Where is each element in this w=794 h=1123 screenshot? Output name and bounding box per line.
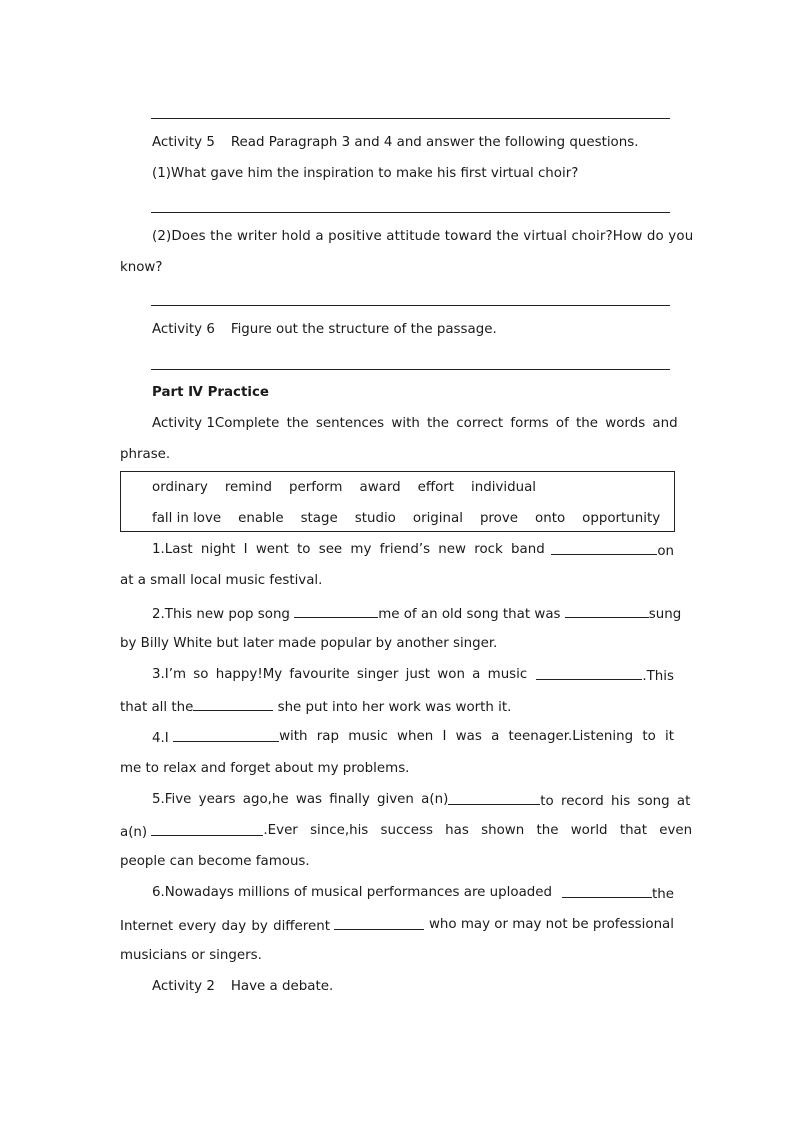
sentence-2-end: sung (648, 607, 682, 622)
word-bank-item: effort (417, 480, 455, 495)
activity1-heading (152, 414, 678, 434)
sentence-5-end: people can become famous. (120, 854, 310, 869)
sentence-2 (152, 603, 681, 623)
sentence-5 (152, 790, 691, 810)
sentence-3-end: .This (642, 669, 674, 684)
activity6-heading (152, 320, 497, 340)
blank-field[interactable] (151, 821, 263, 836)
part4-label: Part (152, 385, 184, 400)
sentence-5-cont-end: .Ever since,his success has shown the world that even (263, 823, 693, 838)
sentence-5-cont-start: a(n) (120, 825, 148, 840)
activity1-title: Activity 1 (152, 416, 215, 431)
sentence-3 (152, 665, 674, 685)
blank-field[interactable] (448, 790, 540, 805)
sentence-6-cont-mid: who may or may not be professional (428, 917, 674, 932)
blank-field[interactable] (334, 915, 424, 930)
sentence-6-cont (120, 915, 674, 935)
word-bank-row2 (152, 509, 660, 529)
blank-field[interactable] (193, 696, 273, 711)
activity2-title: Activity 2 (152, 979, 215, 994)
sentence-1-cont: at a small local music festival. (120, 573, 323, 588)
word-bank-item: perform (289, 480, 343, 495)
word-bank-item: remind (224, 480, 273, 495)
blank-field[interactable] (551, 540, 657, 555)
activity5-question1: (1)What gave him the inspiration to make his first virtual choir? (152, 166, 579, 181)
word-bank-item: individual (471, 480, 537, 495)
sentence-5-mid: to record his song at (540, 794, 691, 809)
sentence-3-cont (120, 696, 511, 716)
word-bank-item: stage (300, 511, 338, 526)
sentence-3-cont-start: that all the (120, 700, 194, 715)
activity2-instruction: Have a debate. (230, 979, 334, 994)
word-bank-item: award (359, 480, 401, 495)
part4-heading (152, 383, 269, 403)
activity5-question2-line2: know? (120, 260, 163, 275)
sentence-4-end: with rap music when I was a teenager.Listening to it (279, 729, 674, 744)
sentence-4-cont: me to relax and forget about my problems. (120, 761, 410, 776)
answer-line (151, 369, 670, 370)
word-bank-item: studio (354, 511, 396, 526)
word-bank-item: ordinary (152, 480, 208, 495)
sentence-6-cont-start: Internet every day by different (120, 919, 330, 934)
sentence-3-cont-end: she put into her work was worth it. (277, 700, 512, 715)
answer-line (151, 305, 670, 306)
activity5-title: Activity 5 (152, 135, 215, 150)
activity5-heading (152, 133, 638, 153)
answer-line (151, 118, 670, 119)
sentence-1-end: on (657, 544, 674, 559)
blank-field[interactable] (173, 727, 279, 742)
word-bank-item: prove (479, 511, 519, 526)
word-bank-item: original (412, 511, 463, 526)
blank-field[interactable] (562, 883, 652, 898)
sentence-1 (152, 540, 674, 560)
sentence-4 (152, 727, 674, 747)
sentence-2-start: 2.This new pop song (152, 607, 290, 622)
blank-field[interactable] (565, 603, 649, 618)
activity2-heading (152, 977, 333, 997)
sentence-6-end: musicians or singers. (120, 948, 262, 963)
word-bank-item: onto (535, 511, 566, 526)
part4-numeral: Ⅳ (188, 385, 203, 400)
activity1-instruction-line2: phrase. (120, 447, 171, 462)
word-bank (120, 471, 675, 532)
sentence-3-text: 3.I’m so happy!My favourite singer just won a music (152, 667, 528, 682)
sentence-6-mid: the (652, 887, 674, 902)
sentence-6-start: 6.Nowadays millions of musical performances are uploaded (152, 885, 553, 900)
activity5-instruction: Read Paragraph 3 and 4 and answer the following questions. (230, 135, 639, 150)
sentence-4-start: 4.I (152, 731, 169, 746)
sentence-5-start: 5.Five years ago,he was finally given a(n) (152, 792, 449, 807)
answer-line (151, 212, 670, 213)
sentence-2-mid: me of an old song that was (378, 607, 561, 622)
sentence-5-cont (120, 821, 693, 841)
activity5-question2-line1: (2)Does the writer hold a positive attitude toward the virtual choir?How do you (152, 229, 694, 244)
sentence-6 (152, 883, 674, 903)
activity1-instruction-line1: Complete the sentences with the correct forms of the words and (214, 416, 678, 431)
word-bank-item: enable (238, 511, 284, 526)
word-bank-item: opportunity (582, 511, 661, 526)
sentence-2-cont: by Billy White but later made popular by another singer. (120, 636, 498, 651)
activity6-title: Activity 6 (152, 322, 215, 337)
word-bank-row1 (152, 478, 553, 498)
part4-title: Practice (207, 385, 269, 400)
blank-field[interactable] (294, 603, 378, 618)
activity6-instruction: Figure out the structure of the passage. (230, 322, 497, 337)
blank-field[interactable] (536, 665, 642, 680)
sentence-1-text: 1.Last night I went to see my friend’s new rock band (152, 542, 545, 557)
word-bank-item: fall in love (152, 511, 222, 526)
